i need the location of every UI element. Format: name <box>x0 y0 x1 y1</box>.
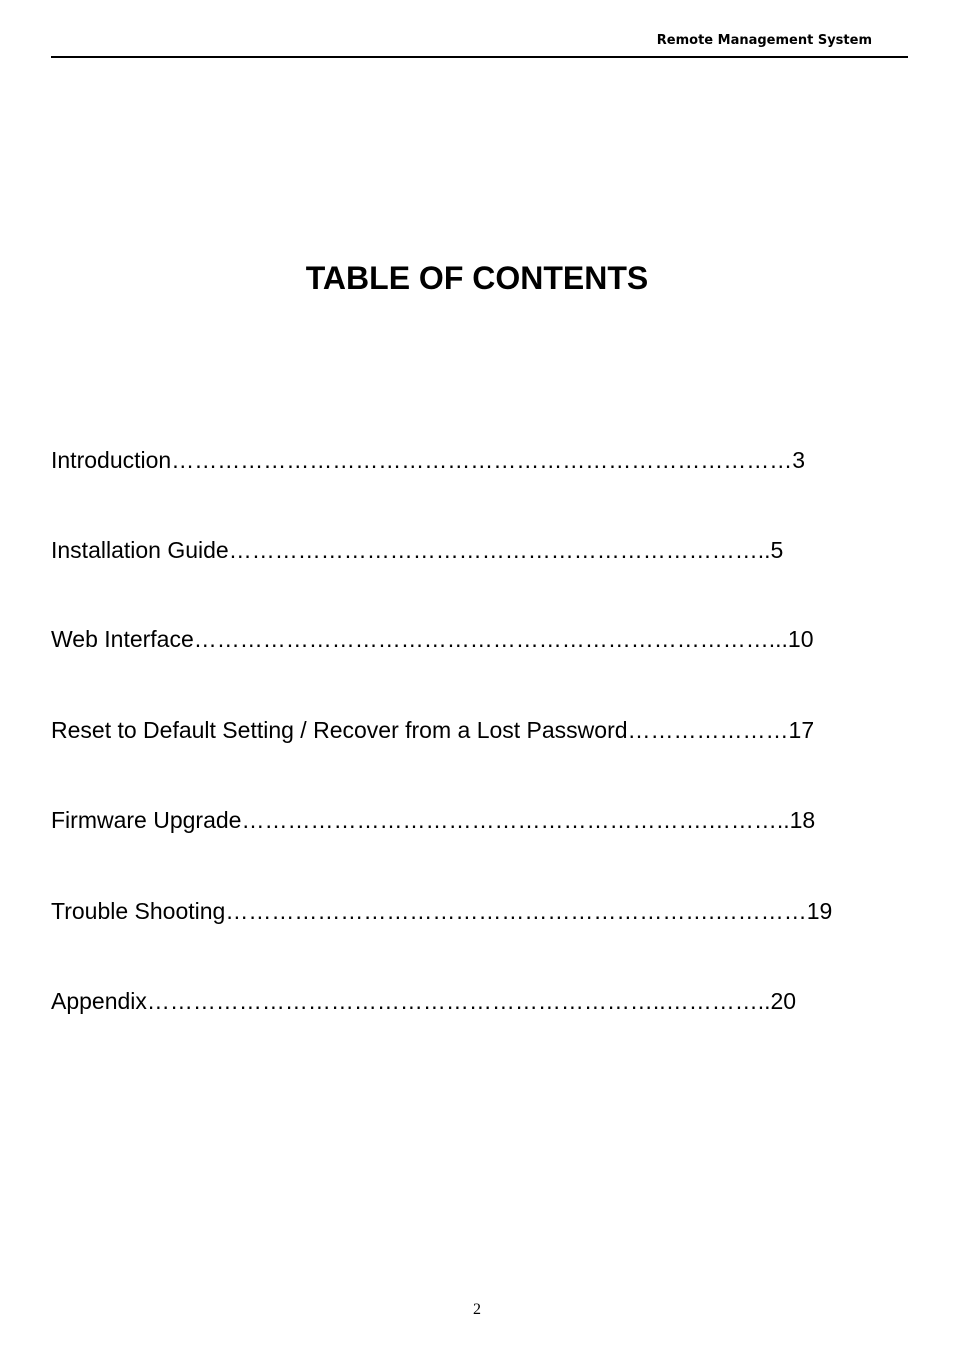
toc-entry-web-interface: Web Interface…………………………………………………………………...10 <box>51 626 814 652</box>
toc-entry-introduction: Introduction………………………………………………………………………3 <box>51 447 805 473</box>
toc-entry-reset-default: Reset to Default Setting / Recover from a Lost Password…………………17 <box>51 717 815 743</box>
header-rule <box>51 56 908 58</box>
toc-entry-firmware-upgrade: Firmware Upgrade…………………………………………………….………..18 <box>51 807 816 833</box>
page-title: TABLE OF CONTENTS <box>305 260 649 296</box>
toc-entry-appendix: Appendix…………………………………………………………..…………..20 <box>51 988 797 1014</box>
toc-entry-installation-guide: Installation Guide……………………………………………………………..5 <box>51 537 784 563</box>
running-header: Remote Management System <box>656 33 872 48</box>
toc-entry-trouble-shooting: Trouble Shooting……………………………………………………….…………19 <box>51 898 833 924</box>
page-number: 2 <box>473 1301 481 1318</box>
